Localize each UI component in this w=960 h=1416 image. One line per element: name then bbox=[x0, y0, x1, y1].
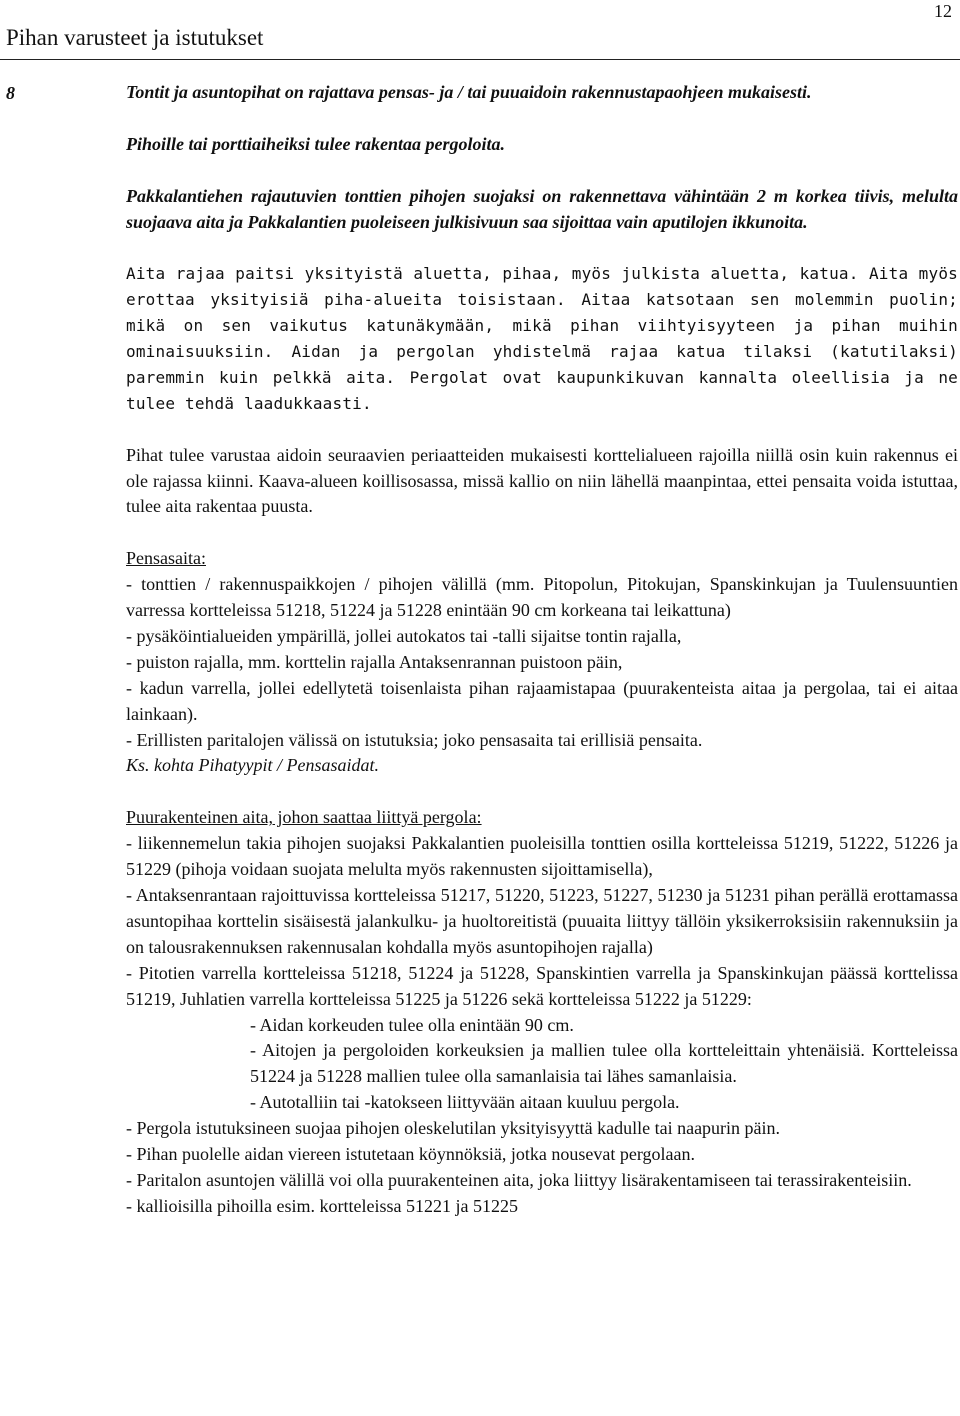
hedge-item: - Erillisten paritalojen välissä on istutuksia; joko pensasaita tai erillisiä pensaita. bbox=[126, 729, 703, 750]
hedge-heading bbox=[126, 546, 958, 572]
wood-fence-heading-text: Puurakenteinen aita, johon saattaa liittyä pergola: bbox=[126, 807, 482, 828]
hedge-reference: Ks. kohta Pihatyypit / Pensasaidat. bbox=[126, 755, 379, 776]
wood-fence-item: - Pitotien varrella kortteleissa 51218, 51224 ja 51228, Spanskintien varrella ja Spanskinkujan päässä korttelissa 51219, Juhlatien varrella kortteleissa 51225 ja 51226 sekä kortteleissa 51222 ja 51229: bbox=[126, 962, 958, 1009]
wood-fence-subitem: - Autotalliin tai -katokseen liittyvään aitaan kuuluu pergola. bbox=[250, 1092, 680, 1113]
header-divider bbox=[0, 59, 960, 60]
wood-fence-item: - kallioisilla pihoilla esim. kortteleissa 51221 ja 51225 bbox=[126, 1195, 518, 1216]
hedge-item: - pysäköintialueiden ympärillä, jollei autokatos tai -talli sijaitse tontin rajalla, bbox=[126, 625, 682, 646]
hedge-item: - kadun varrella, jollei edellytetä toisenlaista pihan rajaamistapaa (puurakenteista aitaa ja pergolaa, tai ei aitaa lainkaan). bbox=[126, 677, 958, 724]
hedge-item: - tonttien / rakennuspaikkojen / pihojen välillä (mm. Pitopolun, Pitokujan, Spanskinkujan ja Tuulensuuntien varressa kortteleissa 51218, 51224 ja 51228 enintään 90 cm korkeana tai leikattuna) bbox=[126, 574, 958, 621]
page-number: 12 bbox=[934, 1, 952, 21]
rule-fence-requirement: Tontit ja asuntopihat on rajattava pensas- ja / tai puuaidoin rakennustapaohjeen mukaisesti. bbox=[126, 82, 812, 102]
hedge-heading-text: Pensasaita: bbox=[126, 548, 206, 569]
rule-pergolas: Pihoille tai porttiaiheiksi tulee rakentaa pergoloita. bbox=[126, 133, 506, 154]
hedge-item: - puiston rajalla, mm. korttelin rajalla Antaksenrannan puistoon päin, bbox=[126, 651, 623, 672]
section-body bbox=[126, 80, 958, 1220]
wood-fence-item: - Antaksenrantaan rajoittuvissa kortteleissa 51217, 51220, 51223, 51227, 51230 ja 51231 pihan perällä erottamassa asuntopihaa korttelin sisäisestä jalankulku- ja huoltoreitistä (puuaita liittyy tällöin yksikerroksisiin rakennuksiin ja on talousrakennuksen rakennusalan kohdalla myös asuntopihojen rajalla) bbox=[126, 885, 958, 957]
wood-fence-item: - Paritalon asuntojen välillä voi olla puurakenteinen aita, joka liittyy lisärakentamiseen tai terassirakenteisiin. bbox=[126, 1169, 912, 1190]
wood-fence-heading bbox=[126, 805, 958, 831]
wood-fence-subitem: - Aitojen ja pergoloiden korkeuksien ja mallien tulee olla kortteleittain yhtenäisiä. Kortteleissa 51224 ja 51228 mallien tulee olla samanlaisia tai lähes samanlaisia. bbox=[250, 1040, 958, 1087]
paragraph-fence-role: Aita rajaa paitsi yksityistä aluetta, pihaa, myös julkista aluetta, katua. Aita myös erottaa yksityisiä piha-alueita toisistaan. Aitaa katsotaan sen molemmin puolin; mikä on sen vaikutus katunäkymään, mikä pihan viihtyisyyteen ja pihan muihin ominaisuuksiin. Aidan ja pergolan yhdistelmä rajaa katua tilaksi (katutilaksi) paremmin kuin pelkkä aita. Pergolat ovat kaupunkikuvan kannalta oleellisia ja ne tulee tehdä laadukkaasti. bbox=[126, 264, 958, 413]
rule-noise-fence: Pakkalantiehen rajautuvien tonttien pihojen suojaksi on rakennettava vähintään 2 m korkea tiivis, melulta suojaava aita ja Pakkalantien puoleiseen julkisivuun saa sijoittaa vain aputilojen ikkunoita. bbox=[126, 185, 958, 232]
wood-fence-item: - Pihan puolelle aidan viereen istutetaan köynnöksiä, jotka nousevat pergolaan. bbox=[126, 1144, 696, 1165]
section-number: 8 bbox=[6, 83, 15, 103]
wood-fence-item: - Pergola istutuksineen suojaa pihojen oleskelutilan yksityisyyttä kadulle tai naapurin päin. bbox=[126, 1118, 781, 1139]
paragraph-fence-principles: Pihat tulee varustaa aidoin seuraavien periaatteiden mukaisesti korttelialueen rajoilla niillä osin kuin rakennus ei ole rajassa kiinni. Kaava-alueen koillisosassa, missä kallio on niin lähellä maanpintaa, ettei pensaita voida istuttaa, tulee aita rakentaa puusta. bbox=[126, 444, 958, 517]
wood-fence-item: - liikennemelun takia pihojen suojaksi Pakkalantien puoleisilla tonttien osilla kortteleissa 51219, 51222, 51226 ja 51229 (pihoja voidaan suojata melulta myös rakennusten sijoittamisella), bbox=[126, 833, 958, 880]
page-header-title: Pihan varusteet ja istutukset bbox=[6, 25, 264, 50]
wood-fence-subitem: - Aidan korkeuden tulee olla enintään 90 cm. bbox=[250, 1014, 574, 1035]
